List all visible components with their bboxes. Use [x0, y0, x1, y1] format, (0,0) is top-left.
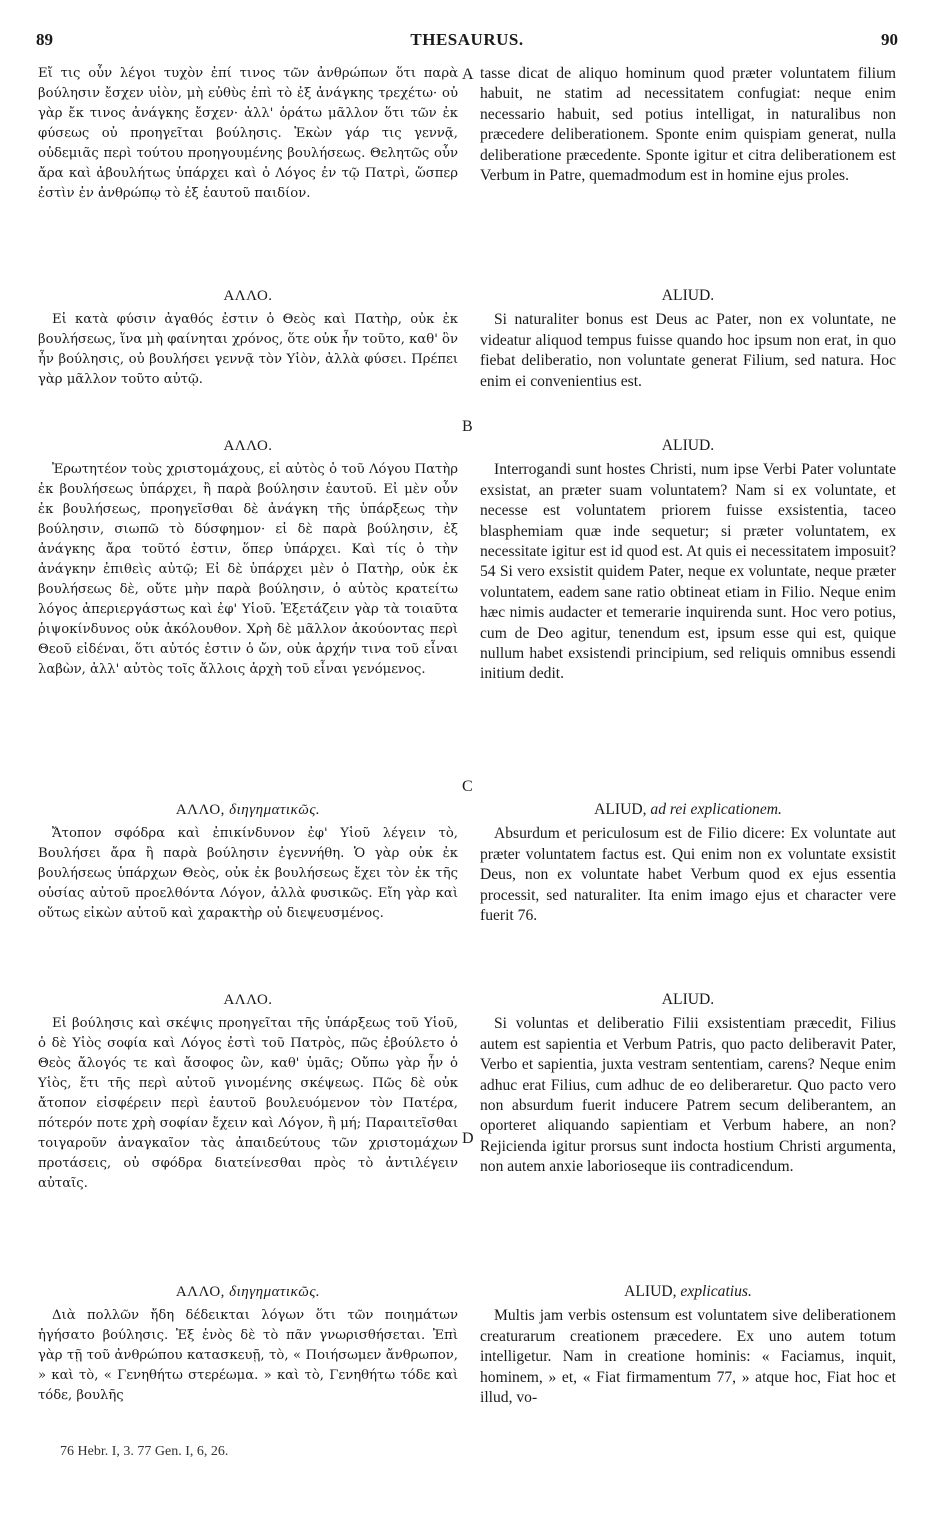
margin-marker-c: C: [462, 778, 473, 795]
page-header: [36, 30, 898, 54]
greek-section-6: [38, 1282, 458, 1406]
left-page-number: 89: [36, 30, 53, 49]
greek-paragraph: Εἰ κατὰ φύσιν ἀγαθός ἐστιν ὁ Θεὸς καὶ Πατὴρ, οὐκ ἐκ βουλήσεως, ἵνα μὴ φαίνηται χρόνος, ὅτε οὐκ ἦν τοῦτο, καθ' ὃν ἦν βούλησις, οὐ βουλήσει γεννᾷ τὸν Υἱὸν, ἀλλὰ φύσει. Πρέπει γὰρ μᾶλλον τοῦτο αὐτῷ.: [38, 312, 458, 387]
latin-paragraph: Si voluntas et deliberatio Filii exsistentiam præcedit, Filius autem est sapientia et Verbum Patris, quo pacto deliberavit Pater, Verbo et sapientia, juxta vestram sententiam, carens? Neque enim adhuc erat Filius, cum adhuc de eo deliberaretur. Quo pacto vero non absurdum fuerit inducere Patrem secum deliberantem, an oporteret aliquando sapientiam et Verbum habere, an non? Rejicienda igitur prorsus sunt indocta hostium Christi argumenta, non autem anxie laborioseque iis contradicendum.: [480, 1015, 896, 1176]
section-heading: ALIUD.: [661, 437, 715, 454]
footnotes: 76 Hebr. I, 3. 77 Gen. I, 6, 26.: [60, 1444, 229, 1459]
latin-section-2: [480, 286, 896, 392]
section-heading: ΑΛΛΟ.: [223, 992, 273, 1008]
latin-section-4: [480, 800, 896, 926]
latin-paragraph: Multis jam verbis ostensum est voluntatem sive deliberationem creaturarum creationem præcedere. Ex uno autem totum intelligetur. Nam in creatione hominis: « Faciamus, inquit, hominem, » et, « Fiat firmamentum 77, » atque hoc, Fiat hoc et illud, vo-: [480, 1307, 896, 1407]
latin-paragraph: Absurdum et periculosum est de Filio dicere: Ex voluntate aut præter voluntatem factus est. Qui enim non ex voluntate exsistit Deus, non ex voluntate habet Verbum quod ex ejus essentia processit, sed naturaliter. Ita enim imago ejus et character vere fuerit 76.: [480, 825, 896, 925]
section-heading: ΑΛΛΟ.: [223, 438, 273, 454]
latin-section-5: [480, 990, 896, 1178]
greek-paragraph: Διὰ πολλῶν ἤδη δέδεικται λόγων ὅτι τῶν ποιημάτων ἡγήσατο βούλησις. Ἐξ ἑνὸς δὲ τὸ πᾶν γνωρισθήσεται. Ἐπὶ γὰρ τῇ τοῦ ἀνθρώπου κατασκευῇ, τὸ, « Ποιήσωμεν ἄνθρωπον, » καὶ τὸ, « Γενηθήτω στερέωμα. » καὶ τὸ, Γενηθήτω τόδε καὶ τόδε, βουλῆς: [38, 1308, 458, 1403]
margin-marker-d: D: [462, 1130, 474, 1147]
latin-section-6: [480, 1282, 896, 1408]
latin-section-1: [480, 64, 896, 186]
greek-paragraph: Ἄτοπον σφόδρα καὶ ἐπικίνδυνον ἐφ' Υἱοῦ λέγειν τὸ, Βουλήσει ἄρα ἢ παρὰ βούλησιν ἐγεννήθη. Ὁ γὰρ οὐκ ἐκ βουλήσεως ὑπάρχων Θεὸς, οὐκ ἐκ βουλήσεως ἔχει τὸν ἐκ τῆς οὐσίας αὐτοῦ προελθόντα Λόγον, ἀλλὰ φυσικῶς. Εἴη γὰρ καὶ οὕτως εἰκὼν αὐτοῦ καὶ χαρακτὴρ οὐ διεψευσμένος.: [38, 826, 458, 921]
greek-paragraph: Εἰ βούλησις καὶ σκέψις προηγεῖται τῆς ὑπάρξεως τοῦ Υἱοῦ, ὁ δὲ Υἱὸς σοφία καὶ Λόγος ἐστὶ τοῦ Πατρὸς, πῶς ἐβούλετο ὁ Θεὸς ἄλογός τε καὶ ἄσοφος ὢν, καθ' ὑμᾶς; Οὔπω γὰρ ἦν ὁ Υἱὸς, ἔτι τῆς περὶ αὐτοῦ γινομένης σκέψεως. Πῶς δὲ οὐκ ἄτοπον εἰσφέρειν περὶ ἑαυτοῦ βουλευόμενον τὸν Πατέρα, πότερόν ποτε χρὴ σοφίαν ἔχειν καὶ Λόγον, ἢ μή; Παραιτεῖσθαι τοιγαροῦν ἀναγκαῖον τὰς ἀπαιδεύτους τῶν χριστομάχων προτάσεις, οὐ σφόδρα διατείνεσθαι πρὸς τὸ ἀντιλέγειν αὐταῖς.: [38, 1016, 458, 1191]
section-heading: ALIUD.: [661, 991, 715, 1008]
latin-paragraph: Si naturaliter bonus est Deus ac Pater, non ex voluntate, ne videatur aliquod tempus fuisse quando hoc ipsum non erat, in quo fiebat deliberatio, non voluntate generat Filium, sed natura. Hoc enim ei convenientius est.: [480, 311, 896, 390]
right-page-number: 90: [881, 30, 898, 49]
latin-section-3: [480, 436, 896, 685]
running-title: THESAURUS.: [410, 30, 524, 49]
greek-section-2: [38, 286, 458, 390]
section-heading: ALIUD, ad rei explicationem.: [594, 801, 782, 818]
section-heading: ΑΛΛΟ.: [223, 288, 273, 304]
section-heading: ΑΛΛΟ, διηγηματικῶς.: [175, 802, 321, 818]
greek-section-1: [38, 64, 458, 204]
margin-marker-b: B: [462, 418, 473, 435]
latin-paragraph: tasse dicat de aliquo hominum quod præter voluntatem filium habuit, ne statim ad necessitatem confugiat: neque enim necessario habuit, sed potius intelligat, in naturalibus non præcedere deliberationem. Sponte enim quispiam generat, nulla deliberatione præcedente. Sponte igitur et citra deliberationem est Verbum in Patre, quemadmodum est in homine ejus proles.: [480, 65, 896, 185]
greek-paragraph: Ἐρωτητέον τοὺς χριστομάχους, εἰ αὐτὸς ὁ τοῦ Λόγου Πατὴρ ἐκ βουλήσεως ὑπάρχει, ἢ παρὰ βούλησιν ἑαυτοῦ. Εἰ μὲν οὖν ἐκ βουλήσεως, προηγεῖσθαι δὲ ἀνάγκη τῆς ὑπάρξεως τὴν βούλησιν, σιωπῶ τὸ δύσφημον· εἰ δὲ παρὰ βούλησιν, ἐξ ἀνάγκης ἄρα τοῦτό ἐστιν, ὅπερ ὑπάρχει. Καὶ τίς ὁ τὴν ἀνάγκην ἐπιθεὶς αὐτῷ; Εἰ δὲ ὑπάρχει μὲν ὁ Πατὴρ, οὐκ ἐκ βουλήσεως δὲ, οὔτε μὴν παρὰ βούλησιν, ὁ αὐτὸς κρατείτω λόγος ἀπεριεργάστως καὶ ἐφ' Υἱοῦ. Ἐξετάζειν γὰρ τὰ τοιαῦτα ῥιψοκίνδυνος οὐκ ἀκόλουθον. Χρὴ δὲ μᾶλλον ἀκούοντας περὶ Θεοῦ εἰδέναι, ὅτι αὐτός ἐστιν ὁ ὤν, οὐκ ἀρχήν τινα τοῦ εἶναι λαβὼν, ἀλλ' αὐτὸς τοῖς ἄλλοις ἀρχὴ τοῦ εἶναι γενόμενος.: [38, 462, 458, 677]
greek-section-4: [38, 800, 458, 924]
latin-paragraph: Interrogandi sunt hostes Christi, num ipse Verbi Pater voluntate exsistat, an præter suam voluntatem? Nam si ex voluntate, et necesse est voluntatem priorem fuisse exsistentia, taceo blasphemiam quæ inde sequetur; si præter voluntatem, ex necessitate igitur est id quod est. At quis ei necessitatem imposuit? 54 Si vero exsistit quidem Pater, neque ex voluntate, neque præter voluntatem, eadem sane ratio obtineat etiam in Filio. Neque enim hæc nimis audacter et temerarie inquirenda sunt. Hoc vero potius, cum de Deo agitur, tenendum est, ipsum esse qui est, quique nullum habet exsistendi principium, sed reliquis omnibus essendi initium dedit.: [480, 461, 896, 683]
section-heading: ALIUD.: [661, 287, 715, 304]
section-heading: ΑΛΛΟ, διηγηματικῶς.: [175, 1284, 321, 1300]
section-heading: ALIUD, explicatius.: [624, 1283, 752, 1300]
greek-section-3: [38, 436, 458, 680]
greek-paragraph: Εἴ τις οὖν λέγοι τυχὸν ἐπί τινος τῶν ἀνθρώπων ὅτι παρὰ βούλησιν ἔσχεν υἱὸν, μὴ εὐθὺς ἐπὶ τὸ ἐξ ἀνάγκης τρεχέτω· οὐ γὰρ ἔκ τινος ἀνάγκης ἔσχεν· ἀλλ' ὁράτω μᾶλλον ὅτι τῶν ἐκ φύσεως οὐ προηγεῖται βούλησις. Ἑκὼν γάρ τις γεννᾷ, οὐδεμιᾶς περὶ τούτου προηγουμένης βουλήσεως. Θελητῶς οὖν ἄρα καὶ ἀβουλήτως ὑπάρχει καὶ ὁ Λόγος ἐν τῷ Πατρὶ, ὥσπερ ἐστὶν ἐν ἀνθρώπῳ τὸ ἐξ ἑαυτοῦ παιδίον.: [38, 66, 458, 201]
margin-marker-a: A: [462, 66, 474, 83]
greek-section-5: [38, 990, 458, 1194]
